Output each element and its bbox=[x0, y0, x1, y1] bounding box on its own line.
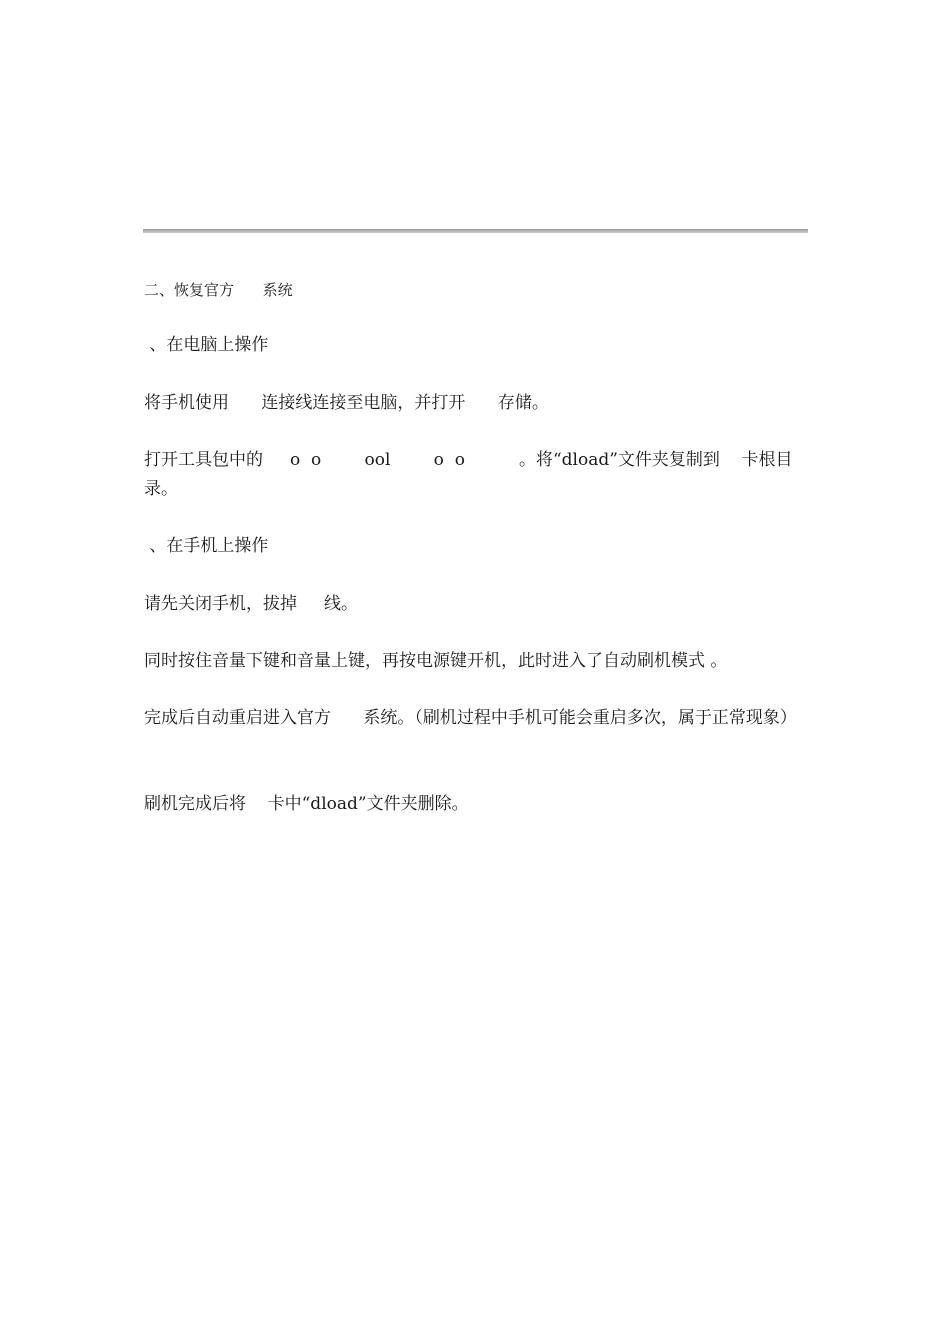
paragraph-copy-dload: 打开工具包中的 o o ool o o 。将“dload”文件夹复制到 卡根目录。 bbox=[144, 450, 793, 499]
paragraph-key-combo: 同时按住音量下键和音量上键，再按电源键开机，此时进入了自动刷机模式 。 bbox=[144, 651, 728, 671]
section-title: 二、恢复官方 系统 bbox=[144, 281, 293, 299]
horizontal-divider bbox=[143, 229, 808, 233]
subsection-heading-pc: 、在电脑上操作 bbox=[144, 335, 269, 355]
paragraph-delete-dload: 刷机完成后将 卡中“dload”文件夹删除。 bbox=[144, 794, 469, 814]
paragraph-power-off: 请先关闭手机，拔掉 线。 bbox=[144, 594, 359, 614]
subsection-heading-phone: 、在手机上操作 bbox=[144, 536, 269, 556]
paragraph-auto-reboot: 完成后自动重启进入官方 系统。（刷机过程中手机可能会重启多次，属于正常现象） bbox=[144, 708, 797, 728]
paragraph-connect-phone: 将手机使用 连接线连接至电脑，并打开 存储。 bbox=[144, 393, 549, 413]
